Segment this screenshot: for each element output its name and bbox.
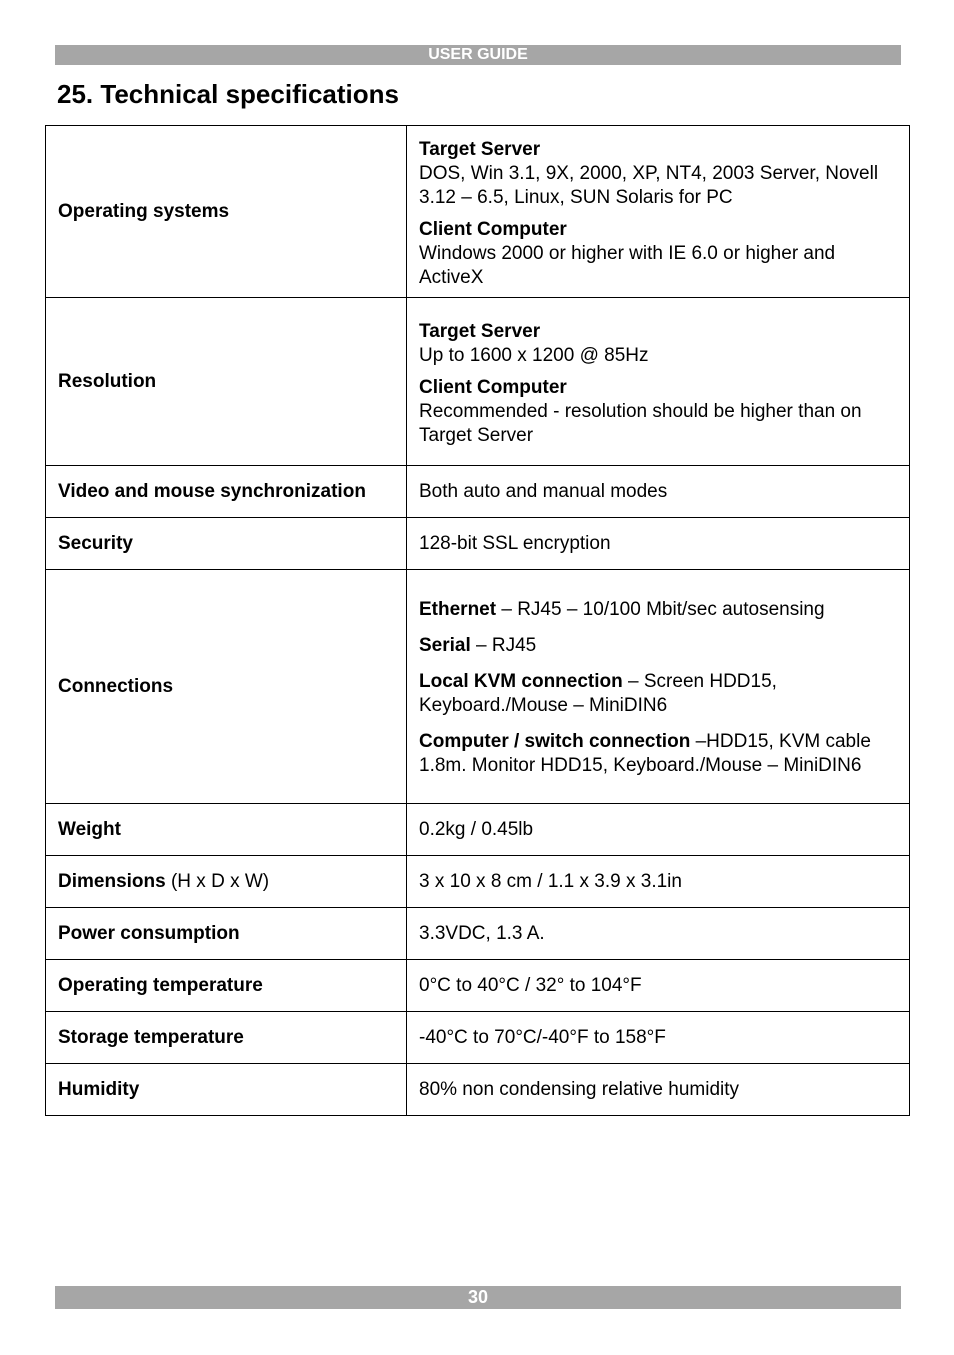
conn-local-kvm bbox=[419, 670, 897, 718]
row-operating-systems bbox=[46, 126, 910, 298]
row-power bbox=[46, 908, 910, 960]
row-humidity bbox=[46, 1064, 910, 1116]
row-sync bbox=[46, 466, 910, 518]
value-storage-temperature: -40°C to 70°C/-40°F to 158°F bbox=[407, 1012, 910, 1064]
conn-serial bbox=[419, 634, 897, 658]
value-connections bbox=[407, 570, 910, 804]
conn-ethernet-title: Ethernet bbox=[419, 598, 497, 620]
page-title: 25. Technical specifications bbox=[57, 79, 399, 109]
label-dimensions-cell bbox=[46, 856, 407, 908]
value-weight: 0.2kg / 0.45lb bbox=[407, 804, 910, 856]
value-security: 128-bit SSL encryption bbox=[407, 518, 910, 570]
conn-computer-switch bbox=[419, 730, 897, 778]
value-dimensions: 3 x 10 x 8 cm / 1.1 x 3.9 x 3.1in bbox=[407, 856, 910, 908]
row-resolution bbox=[46, 298, 910, 466]
header-label: USER GUIDE bbox=[428, 46, 528, 63]
value-humidity: 80% non condensing relative humidity bbox=[407, 1064, 910, 1116]
row-connections bbox=[46, 570, 910, 804]
os-client-title: Client Computer bbox=[419, 218, 567, 240]
conn-ethernet bbox=[419, 598, 897, 622]
row-security bbox=[46, 518, 910, 570]
conn-computer-title: Computer / switch connection bbox=[419, 730, 691, 752]
os-target-title: Target Server bbox=[419, 138, 541, 160]
conn-local-title: Local KVM connection bbox=[419, 670, 623, 692]
header-bar bbox=[55, 45, 901, 65]
footer-bar bbox=[55, 1286, 901, 1309]
row-dimensions bbox=[46, 856, 910, 908]
os-client-text: Windows 2000 or higher with IE 6.0 or higher and ActiveX bbox=[419, 242, 836, 288]
label-operating-systems: Operating systems bbox=[46, 126, 407, 298]
res-target-text: Up to 1600 x 1200 @ 85Hz bbox=[419, 344, 649, 366]
res-client-title: Client Computer bbox=[419, 376, 567, 398]
page-number: 30 bbox=[467, 1287, 489, 1307]
conn-ethernet-text: – RJ45 – 10/100 Mbit/sec autosensing bbox=[501, 598, 825, 620]
row-storage-temperature bbox=[46, 1012, 910, 1064]
row-weight bbox=[46, 804, 910, 856]
label-resolution: Resolution bbox=[46, 298, 407, 466]
conn-local-text: – Screen HDD15, Keyboard./Mouse – MiniDIN6 bbox=[419, 670, 777, 716]
label-humidity: Humidity bbox=[46, 1064, 407, 1116]
label-dimensions-note: (H x D x W) bbox=[170, 870, 270, 892]
conn-serial-text: – RJ45 bbox=[476, 634, 537, 656]
label-power: Power consumption bbox=[46, 908, 407, 960]
value-resolution bbox=[407, 298, 910, 466]
value-operating-systems bbox=[407, 126, 910, 298]
label-weight: Weight bbox=[46, 804, 407, 856]
row-operating-temperature bbox=[46, 960, 910, 1012]
value-sync: Both auto and manual modes bbox=[407, 466, 910, 518]
label-sync: Video and mouse synchronization bbox=[46, 466, 407, 518]
label-storage-temperature: Storage temperature bbox=[46, 1012, 407, 1064]
label-operating-temperature: Operating temperature bbox=[46, 960, 407, 1012]
conn-computer-text: –HDD15, KVM cable 1.8m. Monitor HDD15, Keyboard./Mouse – MiniDIN6 bbox=[419, 730, 871, 776]
res-target-title: Target Server bbox=[419, 320, 541, 342]
value-power: 3.3VDC, 1.3 A. bbox=[407, 908, 910, 960]
label-connections: Connections bbox=[46, 570, 407, 804]
value-operating-temperature: 0°C to 40°C / 32° to 104°F bbox=[407, 960, 910, 1012]
label-security: Security bbox=[46, 518, 407, 570]
os-target-text: DOS, Win 3.1, 9X, 2000, XP, NT4, 2003 Server, Novell 3.12 – 6.5, Linux, SUN Solaris for PC bbox=[419, 162, 879, 208]
res-client-text: Recommended - resolution should be higher than on Target Server bbox=[419, 400, 862, 446]
label-dimensions: Dimensions bbox=[58, 870, 166, 892]
specs-table bbox=[45, 125, 910, 1116]
conn-serial-title: Serial bbox=[419, 634, 471, 656]
